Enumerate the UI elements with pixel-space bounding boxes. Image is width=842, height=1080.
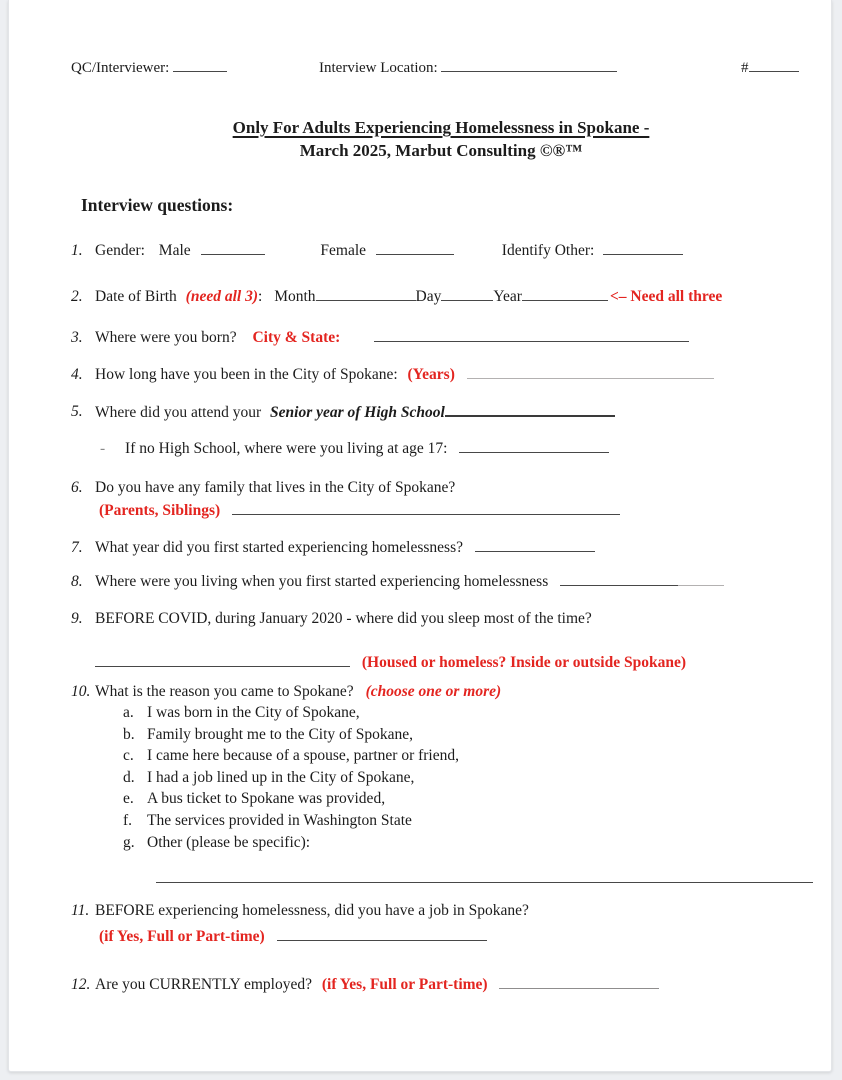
question-6 [71, 478, 811, 521]
q10-option-e-text: A bus ticket to Spokane was provided, [147, 790, 386, 808]
question-3 [71, 328, 811, 348]
question-5-subitem [100, 439, 811, 459]
q8-blank-extension[interactable] [678, 572, 724, 586]
q1-male-label: Male [158, 242, 191, 259]
q10-option-a-letter: a. [123, 704, 134, 721]
q2-day-blank[interactable] [441, 287, 493, 301]
q6-parents-siblings-label: (Parents, Siblings) [99, 502, 221, 519]
question-4-number: 4. [71, 366, 83, 383]
question-1-number: 1. [71, 242, 83, 259]
q10-option-b-text: Family brought me to the City of Spokane, [147, 725, 414, 743]
form-number-blank[interactable] [749, 58, 799, 72]
q2-colon: : [258, 288, 263, 305]
q2-dob-label: Date of Birth [95, 288, 177, 305]
q10-option-c-text: I came here because of a spouse, partner or friend, [147, 747, 459, 765]
question-10-number: 10. [71, 683, 91, 700]
q12-text: Are you CURRENTLY employed? [95, 976, 312, 994]
q7-text: What year did you first started experiencing homelessness? [95, 539, 464, 556]
question-11-number: 11. [71, 902, 90, 920]
q8-text: Where were you living when you first started experiencing homelessness [95, 573, 549, 590]
form-header [71, 58, 811, 78]
question-4 [71, 365, 811, 385]
form-title-line2: March 2025, Marbut Consulting ©®™ [299, 141, 583, 160]
q10-option-b-letter: b. [123, 725, 135, 743]
q9-housed-note: (Housed or homeless? Inside or outside Spokane) [361, 654, 686, 671]
q10-option-c [123, 745, 811, 767]
form-number-group [741, 58, 799, 78]
q2-month-blank[interactable] [316, 287, 416, 301]
q3-text: Where were you born? [95, 329, 237, 346]
q5-text: Where did you attend your [95, 404, 262, 421]
form-page [8, 0, 832, 1072]
interview-location-group [319, 58, 617, 78]
q10-option-e [123, 788, 811, 810]
q5-senior-year-label: Senior year of High School [270, 404, 445, 421]
q1-female-blank[interactable] [376, 241, 454, 255]
q10-other-blank[interactable] [156, 881, 813, 883]
question-3-number: 3. [71, 329, 83, 346]
q10-option-g [123, 832, 811, 854]
q11-text: BEFORE experiencing homelessness, did you have a job in Spokane? [95, 902, 529, 920]
question-7 [71, 538, 811, 558]
question-2 [71, 287, 811, 307]
qc-interviewer-label: QC/Interviewer: [71, 60, 170, 76]
q6-blank[interactable] [232, 501, 620, 515]
q2-year-label: Year [493, 288, 522, 305]
q6-text: Do you have any family that lives in the City of Spokane? [95, 479, 456, 496]
q11-blank[interactable] [277, 927, 487, 941]
interview-location-label: Interview Location: [319, 60, 438, 76]
question-2-number: 2. [71, 288, 83, 305]
question-9-number: 9. [71, 610, 83, 627]
q10-option-d-text: I had a job lined up in the City of Spokane, [147, 768, 415, 786]
q1-gender-label: Gender: [95, 242, 145, 259]
q10-option-e-letter: e. [123, 790, 134, 808]
qc-interviewer-blank[interactable] [173, 58, 227, 72]
q2-arrow-note: <– Need all three [609, 288, 723, 305]
q8-blank[interactable] [560, 572, 678, 586]
q5-sub-dash: - [100, 440, 106, 457]
question-10 [71, 682, 811, 853]
q11-fulltime-note: (if Yes, Full or Part-time) [99, 928, 265, 946]
question-12-number: 12. [71, 976, 91, 994]
question-5-number: 5. [71, 403, 83, 420]
question-6-number: 6. [71, 479, 83, 496]
q4-years-label: (Years) [407, 366, 455, 383]
question-5 [71, 402, 811, 423]
q1-other-label: Identify Other: [501, 242, 595, 259]
q2-year-blank[interactable] [522, 287, 608, 301]
q5-sub-blank[interactable] [459, 439, 609, 453]
q3-city-state-label: City & State: [252, 329, 341, 346]
q10-option-a [123, 702, 811, 724]
q10-text: What is the reason you came to Spokane? [95, 683, 354, 700]
q7-blank[interactable] [475, 538, 595, 552]
question-1 [71, 241, 811, 261]
form-title-line1: Only For Adults Experiencing Homelessness in Spokane - [232, 118, 650, 137]
q3-blank[interactable] [374, 328, 689, 342]
q9-text: BEFORE COVID, during January 2020 - where did you sleep most of the time? [95, 610, 592, 627]
q1-female-label: Female [320, 242, 367, 259]
q5-blank[interactable] [445, 402, 615, 417]
q1-other-blank[interactable] [603, 241, 683, 255]
q2-day-label: Day [415, 288, 442, 305]
form-content [9, 0, 831, 995]
q2-month-label: Month [274, 288, 316, 305]
section-heading: Interview questions: [81, 195, 234, 215]
q10-option-f-text: The services provided in Washington State [147, 811, 412, 829]
q2-need-all-note: (need all 3) [185, 288, 258, 305]
question-11 [71, 901, 811, 947]
q10-choose-note: (choose one or more) [365, 683, 502, 700]
q10-option-g-letter: g. [123, 833, 135, 851]
question-8 [71, 572, 811, 592]
question-8-number: 8. [71, 573, 83, 590]
form-number-label: # [741, 60, 749, 76]
q10-option-g-text: Other (please be specific): [147, 833, 311, 851]
q1-male-blank[interactable] [201, 241, 265, 255]
q10-option-f [123, 810, 811, 832]
q12-fulltime-note: (if Yes, Full or Part-time) [321, 976, 488, 994]
q12-blank[interactable] [499, 975, 659, 989]
question-9 [71, 609, 811, 673]
q5-sub-text: If no High School, where were you living at age 17: [125, 440, 448, 457]
question-7-number: 7. [71, 539, 83, 556]
q9-blank[interactable] [95, 653, 350, 667]
form-title [71, 116, 811, 162]
interview-location-blank[interactable] [441, 58, 617, 72]
q4-blank[interactable] [467, 365, 714, 379]
q10-option-c-letter: c. [123, 747, 134, 765]
q10-option-d-letter: d. [123, 768, 135, 786]
q10-option-d [123, 767, 811, 789]
q10-option-a-text: I was born in the City of Spokane, [147, 704, 360, 721]
q4-text: How long have you been in the City of Spokane: [95, 366, 398, 383]
question-12 [71, 975, 811, 995]
q10-option-b [123, 724, 811, 746]
q10-option-f-letter: f. [123, 811, 133, 829]
